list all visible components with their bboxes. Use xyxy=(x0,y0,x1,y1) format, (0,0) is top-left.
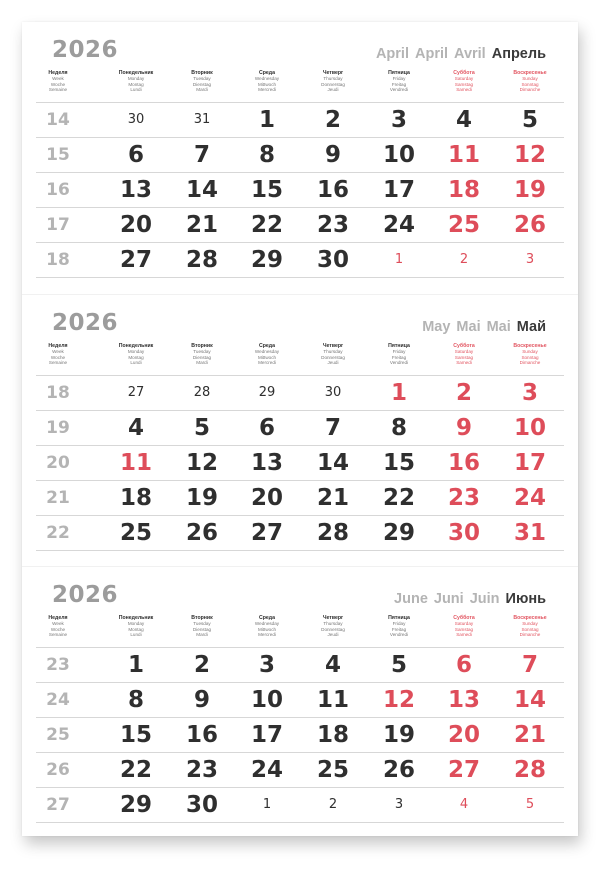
day-cell: 19 xyxy=(382,722,415,748)
day-cell: 26 xyxy=(513,212,546,238)
day-cell: 17 xyxy=(513,450,546,476)
weekday-name: Dimanche xyxy=(519,360,541,366)
day-cell: 23 xyxy=(185,757,218,783)
day-cell: 25 xyxy=(119,520,152,546)
week-number: 25 xyxy=(46,725,70,745)
day-cell: 31 xyxy=(193,112,211,127)
day-cell: 4 xyxy=(127,415,144,441)
week-row xyxy=(36,481,564,516)
weekday-name: Jeudi xyxy=(327,632,339,638)
weekday-name: Dienstag xyxy=(192,626,212,632)
weekday-header xyxy=(103,344,169,366)
weekday-name: Monday xyxy=(127,76,145,82)
weekday-name-ru: Неделя xyxy=(48,615,68,621)
weekday-name: Tuesday xyxy=(193,621,211,627)
month-names xyxy=(394,591,546,607)
week-row xyxy=(36,516,564,551)
weekday-name: Lundi xyxy=(130,632,142,638)
day-cell: 30 xyxy=(127,112,145,127)
day-cell: 12 xyxy=(513,142,546,168)
day-cell: 19 xyxy=(185,485,218,511)
week-row xyxy=(36,683,564,718)
day-cell: 29 xyxy=(119,792,152,818)
weekday-name: Woche xyxy=(50,354,66,360)
weekday-header xyxy=(25,71,91,93)
month-names xyxy=(422,319,546,335)
month-name: Juni xyxy=(433,591,464,607)
weekday-name-ru: Понедельник xyxy=(118,615,154,621)
week-number: 18 xyxy=(46,383,70,403)
day-cell: 1 xyxy=(394,252,404,267)
day-cell: 28 xyxy=(185,247,218,273)
week-row xyxy=(36,411,564,446)
day-cell: 22 xyxy=(382,485,415,511)
day-cell: 23 xyxy=(316,212,349,238)
weekday-name: Saturday xyxy=(454,76,474,82)
weekday-header xyxy=(431,71,497,93)
weekday-header xyxy=(300,616,366,638)
day-cell: 2 xyxy=(459,252,469,267)
month-name: Mai xyxy=(456,319,481,335)
weekday-name: Vendredi xyxy=(389,360,409,366)
day-cell: 3 xyxy=(258,652,275,678)
weekday-header xyxy=(25,616,91,638)
day-cell: 9 xyxy=(455,415,472,441)
weekday-name-ru: Понедельник xyxy=(118,343,154,349)
weekday-name: Samedi xyxy=(456,87,472,93)
day-cell: 19 xyxy=(513,177,546,203)
weekday-name: Tuesday xyxy=(193,349,211,355)
day-cell: 27 xyxy=(447,757,480,783)
weekday-header xyxy=(234,71,300,93)
day-cell: 3 xyxy=(390,107,407,133)
day-cell: 20 xyxy=(250,485,283,511)
weekday-name-ru: Понедельник xyxy=(118,70,154,76)
week-number: 19 xyxy=(46,418,70,438)
day-cell: 13 xyxy=(447,687,480,713)
day-cell: 24 xyxy=(513,485,546,511)
day-cell: 3 xyxy=(521,380,538,406)
weekday-header-row xyxy=(22,344,578,378)
weekday-name: Sonntag xyxy=(521,81,539,87)
day-cell: 1 xyxy=(262,797,272,812)
day-cell: 8 xyxy=(390,415,407,441)
weekday-name: Samstag xyxy=(454,626,474,632)
weekday-name: Friday xyxy=(392,349,406,355)
weekday-header-row xyxy=(22,616,578,650)
weekday-header xyxy=(497,71,563,93)
weekday-name-ru: Среда xyxy=(259,615,275,621)
weekday-name: Semaine xyxy=(48,360,68,366)
day-cell: 7 xyxy=(193,142,210,168)
day-cell: 27 xyxy=(127,385,145,400)
week-number: 26 xyxy=(46,760,70,780)
day-cell: 23 xyxy=(447,485,480,511)
weekday-name: Samstag xyxy=(454,81,474,87)
weekday-name: Freitag xyxy=(391,354,407,360)
week-row xyxy=(36,753,564,788)
weekday-name-ru: Вторник xyxy=(191,615,213,621)
weekday-name-ru: Воскресенье xyxy=(513,70,547,76)
week-row xyxy=(36,376,564,411)
day-cell: 17 xyxy=(250,722,283,748)
weekday-name: Mardi xyxy=(196,87,208,93)
weekday-name-ru: Суббота xyxy=(453,343,475,349)
weekday-name-ru: Вторник xyxy=(191,343,213,349)
day-cell: 5 xyxy=(525,797,535,812)
weekday-name-ru: Пятница xyxy=(388,70,410,76)
weekday-name: Montag xyxy=(128,81,144,87)
day-cell: 21 xyxy=(185,212,218,238)
day-cell: 2 xyxy=(193,652,210,678)
weekday-name: Donnerstag xyxy=(321,354,345,360)
weekday-header xyxy=(366,344,432,366)
day-cell: 4 xyxy=(324,652,341,678)
weekday-name: Mittwoch xyxy=(257,626,277,632)
weekday-header xyxy=(300,71,366,93)
weekday-name: Woche xyxy=(50,626,66,632)
weekday-header xyxy=(497,616,563,638)
weekday-header xyxy=(25,344,91,366)
day-cell: 17 xyxy=(382,177,415,203)
day-cell: 25 xyxy=(447,212,480,238)
day-cell: 14 xyxy=(185,177,218,203)
day-cell: 20 xyxy=(119,212,152,238)
day-cell: 11 xyxy=(447,142,480,168)
month-name: April xyxy=(414,46,449,62)
day-cell: 21 xyxy=(316,485,349,511)
day-cell: 31 xyxy=(513,520,546,546)
weekday-name: Mercredi xyxy=(258,632,276,638)
week-number: 16 xyxy=(46,180,70,200)
weekday-name: Week xyxy=(52,76,64,82)
day-cell: 15 xyxy=(119,722,152,748)
month-block xyxy=(22,566,578,837)
week-row xyxy=(36,138,564,173)
day-cell: 10 xyxy=(250,687,283,713)
week-rows xyxy=(36,647,564,823)
week-number: 21 xyxy=(46,488,70,508)
weekday-header xyxy=(169,344,235,366)
day-cell: 14 xyxy=(316,450,349,476)
day-cell: 2 xyxy=(455,380,472,406)
weekday-name-ru: Пятница xyxy=(388,615,410,621)
weekday-name-ru: Четверг xyxy=(322,343,344,349)
week-number: 24 xyxy=(46,690,70,710)
day-cell: 22 xyxy=(250,212,283,238)
week-number: 23 xyxy=(46,655,70,675)
day-cell: 30 xyxy=(324,385,342,400)
day-cell: 14 xyxy=(513,687,546,713)
day-cell: 6 xyxy=(455,652,472,678)
weekday-name: Saturday xyxy=(454,621,474,627)
weekday-name: Lundi xyxy=(130,360,142,366)
day-cell: 15 xyxy=(382,450,415,476)
weekday-name: Sunday xyxy=(522,349,538,355)
day-cell: 8 xyxy=(258,142,275,168)
weekday-name: Friday xyxy=(392,621,406,627)
day-cell: 6 xyxy=(127,142,144,168)
day-cell: 1 xyxy=(258,107,275,133)
day-cell: 16 xyxy=(316,177,349,203)
day-cell: 25 xyxy=(316,757,349,783)
day-cell: 22 xyxy=(119,757,152,783)
weekday-name: Dienstag xyxy=(192,81,212,87)
weekday-name-ru: Неделя xyxy=(48,70,68,76)
year-label: 2026 xyxy=(52,310,119,336)
day-cell: 28 xyxy=(316,520,349,546)
calendar-sheet xyxy=(22,22,578,836)
day-cell: 27 xyxy=(119,247,152,273)
day-cell: 29 xyxy=(258,385,276,400)
month-name: June xyxy=(394,591,428,607)
weekday-name-ru: Вторник xyxy=(191,70,213,76)
day-cell: 20 xyxy=(447,722,480,748)
weekday-name: Wednesday xyxy=(254,621,280,627)
weekday-name: Freitag xyxy=(391,81,407,87)
week-row xyxy=(36,173,564,208)
day-cell: 28 xyxy=(193,385,211,400)
weekday-name-ru: Воскресенье xyxy=(513,615,547,621)
week-number: 20 xyxy=(46,453,70,473)
weekday-name: Freitag xyxy=(391,626,407,632)
weekday-name: Samstag xyxy=(454,354,474,360)
weekday-header xyxy=(169,71,235,93)
day-cell: 11 xyxy=(119,450,152,476)
day-cell: 3 xyxy=(525,252,535,267)
weekday-name: Semaine xyxy=(48,87,68,93)
day-cell: 30 xyxy=(185,792,218,818)
weekday-name: Wednesday xyxy=(254,349,280,355)
weekday-name: Week xyxy=(52,349,64,355)
day-cell: 21 xyxy=(513,722,546,748)
weekday-name: Donnerstag xyxy=(321,626,345,632)
day-cell: 5 xyxy=(521,107,538,133)
weekday-name: Jeudi xyxy=(327,360,339,366)
weekday-name-ru: Воскресенье xyxy=(513,343,547,349)
weekday-name: Vendredi xyxy=(389,632,409,638)
year-label: 2026 xyxy=(52,37,119,63)
week-number: 18 xyxy=(46,250,70,270)
weekday-name-ru: Суббота xyxy=(453,615,475,621)
week-rows xyxy=(36,102,564,278)
day-cell: 27 xyxy=(250,520,283,546)
month-name-ru: Июнь xyxy=(505,591,546,607)
week-row xyxy=(36,103,564,138)
weekday-header-row xyxy=(22,71,578,105)
month-name: May xyxy=(422,319,451,335)
weekday-header xyxy=(234,616,300,638)
weekday-header xyxy=(366,71,432,93)
day-cell: 6 xyxy=(258,415,275,441)
weekday-name: Jeudi xyxy=(327,87,339,93)
week-row xyxy=(36,208,564,243)
weekday-header xyxy=(103,616,169,638)
week-number: 22 xyxy=(46,523,70,543)
day-cell: 7 xyxy=(324,415,341,441)
month-name: April xyxy=(375,46,409,62)
day-cell: 16 xyxy=(185,722,218,748)
week-row xyxy=(36,243,564,278)
week-rows xyxy=(36,375,564,551)
weekday-name-ru: Суббота xyxy=(453,70,475,76)
weekday-name-ru: Четверг xyxy=(322,70,344,76)
week-number: 27 xyxy=(46,795,70,815)
weekday-name: Thursday xyxy=(323,621,343,627)
month-name: Mai xyxy=(486,319,511,335)
weekday-name: Tuesday xyxy=(193,76,211,82)
weekday-name: Sunday xyxy=(522,621,538,627)
week-row xyxy=(36,718,564,753)
day-cell: 11 xyxy=(316,687,349,713)
day-cell: 28 xyxy=(513,757,546,783)
day-cell: 24 xyxy=(250,757,283,783)
month-name-ru: Май xyxy=(516,319,546,335)
day-cell: 4 xyxy=(455,107,472,133)
day-cell: 18 xyxy=(119,485,152,511)
week-row xyxy=(36,788,564,823)
day-cell: 9 xyxy=(324,142,341,168)
day-cell: 13 xyxy=(119,177,152,203)
weekday-name: Woche xyxy=(50,81,66,87)
weekday-name: Mardi xyxy=(196,632,208,638)
day-cell: 30 xyxy=(447,520,480,546)
day-cell: 7 xyxy=(521,652,538,678)
day-cell: 4 xyxy=(459,797,469,812)
week-number: 17 xyxy=(46,215,70,235)
weekday-name: Vendredi xyxy=(389,87,409,93)
day-cell: 10 xyxy=(382,142,415,168)
weekday-name: Mittwoch xyxy=(257,81,277,87)
day-cell: 2 xyxy=(324,107,341,133)
weekday-name: Dienstag xyxy=(192,354,212,360)
day-cell: 12 xyxy=(382,687,415,713)
weekday-name: Dimanche xyxy=(519,87,541,93)
weekday-name: Monday xyxy=(127,349,145,355)
weekday-name-ru: Пятница xyxy=(388,343,410,349)
day-cell: 29 xyxy=(382,520,415,546)
month-name-ru: Апрель xyxy=(491,46,546,62)
day-cell: 1 xyxy=(390,380,407,406)
weekday-name: Mercredi xyxy=(258,360,276,366)
week-row xyxy=(36,446,564,481)
day-cell: 16 xyxy=(447,450,480,476)
day-cell: 10 xyxy=(513,415,546,441)
month-block xyxy=(22,294,578,567)
day-cell: 15 xyxy=(250,177,283,203)
day-cell: 9 xyxy=(193,687,210,713)
day-cell: 13 xyxy=(250,450,283,476)
weekday-name-ru: Среда xyxy=(259,70,275,76)
day-cell: 18 xyxy=(316,722,349,748)
weekday-name: Montag xyxy=(128,626,144,632)
weekday-header xyxy=(431,344,497,366)
weekday-header xyxy=(300,344,366,366)
weekday-header xyxy=(169,616,235,638)
day-cell: 5 xyxy=(193,415,210,441)
weekday-name: Samedi xyxy=(456,632,472,638)
day-cell: 18 xyxy=(447,177,480,203)
weekday-name: Friday xyxy=(392,76,406,82)
day-cell: 12 xyxy=(185,450,218,476)
week-number: 14 xyxy=(46,110,70,130)
weekday-name: Mercredi xyxy=(258,87,276,93)
weekday-header xyxy=(234,344,300,366)
weekday-name: Monday xyxy=(127,621,145,627)
weekday-name-ru: Четверг xyxy=(322,615,344,621)
day-cell: 26 xyxy=(382,757,415,783)
day-cell: 8 xyxy=(127,687,144,713)
weekday-header xyxy=(103,71,169,93)
month-block xyxy=(22,22,578,294)
weekday-name: Mittwoch xyxy=(257,354,277,360)
week-number: 15 xyxy=(46,145,70,165)
weekday-header xyxy=(497,344,563,366)
month-name: Avril xyxy=(454,46,486,62)
weekday-name: Wednesday xyxy=(254,76,280,82)
weekday-name-ru: Неделя xyxy=(48,343,68,349)
weekday-name: Donnerstag xyxy=(321,81,345,87)
day-cell: 24 xyxy=(382,212,415,238)
weekday-name: Sonntag xyxy=(521,354,539,360)
weekday-name: Lundi xyxy=(130,87,142,93)
weekday-name: Week xyxy=(52,621,64,627)
weekday-name: Samedi xyxy=(456,360,472,366)
month-name: Juin xyxy=(469,591,500,607)
weekday-name: Dimanche xyxy=(519,632,541,638)
week-row xyxy=(36,648,564,683)
weekday-header xyxy=(431,616,497,638)
weekday-header xyxy=(366,616,432,638)
day-cell: 5 xyxy=(390,652,407,678)
weekday-name: Montag xyxy=(128,354,144,360)
day-cell: 3 xyxy=(394,797,404,812)
weekday-name: Sunday xyxy=(522,76,538,82)
weekday-name: Saturday xyxy=(454,349,474,355)
year-label: 2026 xyxy=(52,582,119,608)
weekday-name-ru: Среда xyxy=(259,343,275,349)
weekday-name: Thursday xyxy=(323,76,343,82)
weekday-name: Semaine xyxy=(48,632,68,638)
day-cell: 2 xyxy=(328,797,338,812)
month-names xyxy=(376,46,546,62)
day-cell: 1 xyxy=(127,652,144,678)
weekday-name: Mardi xyxy=(196,360,208,366)
day-cell: 30 xyxy=(316,247,349,273)
day-cell: 26 xyxy=(185,520,218,546)
weekday-name: Sonntag xyxy=(521,626,539,632)
weekday-name: Thursday xyxy=(323,349,343,355)
day-cell: 29 xyxy=(250,247,283,273)
